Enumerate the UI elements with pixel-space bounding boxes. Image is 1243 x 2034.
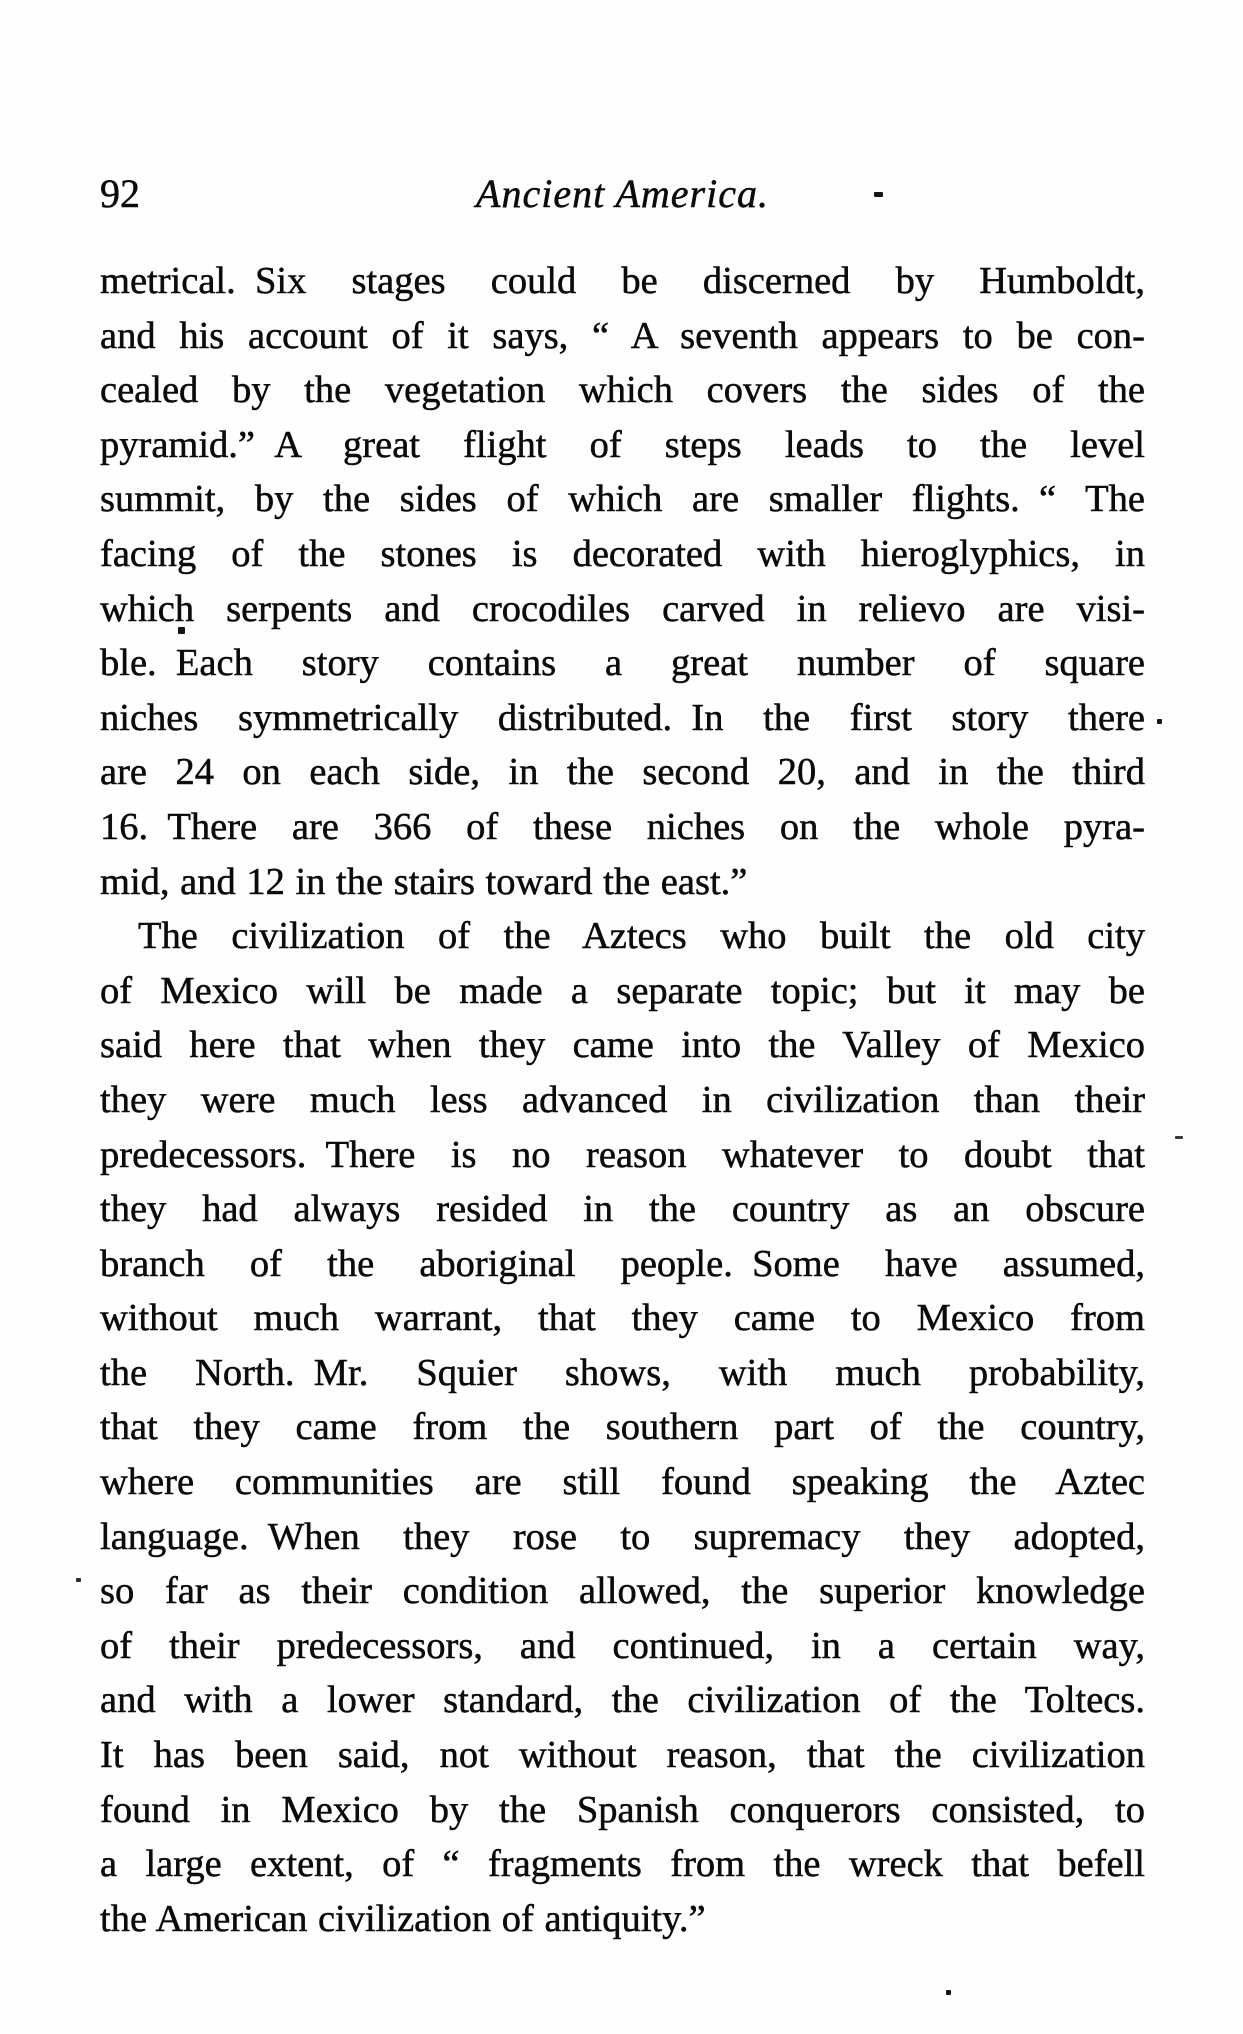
text-line: and his account of it says, “ A seventh appears to be con- [100, 314, 1145, 357]
text-line: where communities are still found speaking the Aztec [100, 1461, 1145, 1504]
text-line: of their predecessors, and continued, in a certain way, [100, 1624, 1145, 1667]
text-line: and with a lower standard, the civilization of the Toltecs. [100, 1679, 1145, 1722]
text-line: found in Mexico by the Spanish conquerors consisted, to [100, 1788, 1145, 1831]
text-line: the North. Mr. Squier shows, with much probability, [100, 1351, 1145, 1394]
text-line: summit, by the sides of which are smaller flights. “ The [100, 478, 1145, 521]
ink-speck [1157, 719, 1162, 724]
text-line: they were much less advanced in civilization than their [100, 1078, 1145, 1121]
text-line: metrical. Six stages could be discerned by Humboldt, [100, 260, 1145, 302]
text-line: a large extent, of “ fragments from the wreck that befell [100, 1843, 1145, 1886]
text-line: facing of the stones is decorated with hieroglyphics, in [100, 532, 1145, 575]
text-line: said here that when they came into the Valley of Mexico [100, 1024, 1145, 1067]
text-line: It has been said, not without reason, that the civilization [100, 1734, 1145, 1777]
running-header [100, 168, 1145, 220]
ink-speck [874, 192, 883, 197]
page-number: 92 [100, 171, 140, 216]
text-line: pyramid.” A great flight of steps leads to the level [100, 423, 1145, 466]
text-line: without much warrant, that they came to Mexico from [100, 1297, 1145, 1340]
text-line: branch of the aboriginal people. Some have assumed, [100, 1242, 1145, 1285]
text-line: cealed by the vegetation which covers the sides of the [100, 369, 1145, 412]
ink-speck [1175, 1136, 1183, 1139]
text-line: they had always resided in the country as an obscure [100, 1188, 1145, 1231]
text-line: predecessors. There is no reason whatever to doubt that [100, 1133, 1145, 1176]
text-line: niches symmetrically distributed. In the first story there [100, 696, 1145, 739]
text-line: of Mexico will be made a separate topic; but it may be [100, 969, 1145, 1012]
ink-speck [76, 1578, 81, 1582]
text-line: The civilization of the Aztecs who built the old city [138, 915, 1145, 958]
text-line: language. When they rose to supremacy they adopted, [100, 1515, 1145, 1558]
text-line: mid, and 12 in the stairs toward the east.” [100, 860, 748, 903]
text-block [100, 254, 1145, 1946]
ink-speck [946, 1990, 951, 1995]
text-line: the American civilization of antiquity.” [100, 1897, 706, 1940]
text-line: 16. There are 366 of these niches on the whole pyra- [100, 805, 1145, 848]
text-line: ble. Each story contains a great number of square [100, 642, 1145, 685]
running-title: Ancient America. [476, 171, 769, 216]
text-line: so far as their condition allowed, the superior knowledge [100, 1570, 1145, 1613]
text-line: are 24 on each side, in the second 20, and in the third [100, 751, 1145, 794]
text-line: which serpents and crocodiles carved in relievo are visi- [100, 587, 1145, 630]
text-line: that they came from the southern part of the country, [100, 1406, 1145, 1449]
